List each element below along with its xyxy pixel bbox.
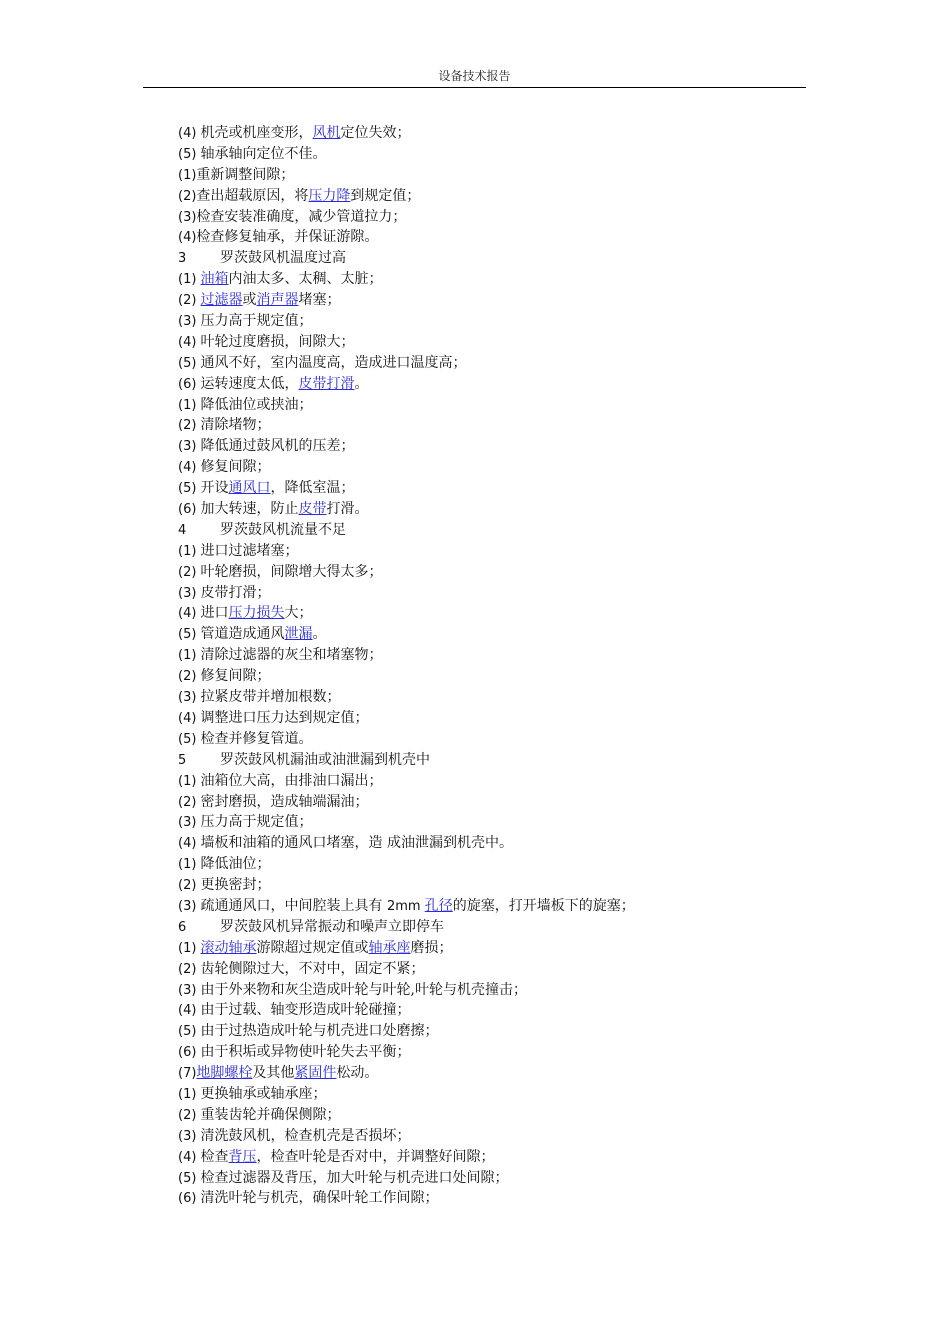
item-number: (5) <box>178 481 201 497</box>
term-link[interactable]: 背压 <box>228 1148 257 1165</box>
item-text: ，降低室温； <box>270 480 355 497</box>
list-item <box>178 624 778 645</box>
item-text: 由于外来物和灰尘造成叶轮与叶轮,叶轮与机壳撞击； <box>200 981 527 998</box>
item-number: (4) <box>178 710 201 726</box>
item-number: 2mm <box>387 898 425 914</box>
item-text: 齿轮侧隙过大，不对中，固定不紧； <box>200 960 425 977</box>
item-text: 到规定值； <box>350 187 421 204</box>
section-heading <box>178 520 778 541</box>
section-number: 3 <box>178 251 187 267</box>
item-text: 游隙超过规定值或 <box>256 939 369 956</box>
item-number: (4) <box>178 126 201 141</box>
term-link[interactable]: 孔径 <box>424 897 453 914</box>
item-text: 修复间隙； <box>200 668 271 685</box>
term-link[interactable]: 压力损失 <box>228 605 285 622</box>
item-text: 进口过滤堵塞； <box>200 542 299 559</box>
item-number: (5) <box>178 355 201 371</box>
document-body <box>178 123 778 1209</box>
item-text: 查出超载原因，将 <box>196 187 309 204</box>
list-item <box>178 395 778 416</box>
list-item <box>178 374 778 395</box>
list-item <box>178 708 778 729</box>
item-number: (2) <box>178 878 201 894</box>
list-item <box>178 290 778 311</box>
item-text: 。 <box>312 626 327 643</box>
section-heading <box>178 750 778 771</box>
item-text: 清洗叶轮与机壳，确保叶轮工作间隙； <box>200 1190 439 1207</box>
item-text: 由于过热造成叶轮与机壳进口处磨擦； <box>200 1023 439 1040</box>
list-item <box>178 980 778 1001</box>
item-text: 重装齿轮并确保侧隙； <box>200 1106 341 1123</box>
list-item <box>178 1168 778 1189</box>
list-item <box>178 562 778 583</box>
item-text: 运转速度太低， <box>200 375 299 392</box>
list-item <box>178 123 778 144</box>
item-text: 加大转速，防止 <box>200 501 299 518</box>
item-number: (5) <box>178 1170 201 1186</box>
item-number: (5) <box>178 146 201 162</box>
header-title: 设备技术报告 <box>438 69 511 83</box>
term-link[interactable]: 紧固件 <box>294 1065 337 1082</box>
item-text: 检查并修复管道。 <box>200 730 313 747</box>
item-number: (4) <box>178 606 201 622</box>
item-number: (6) <box>178 376 201 392</box>
item-text: 定位失效； <box>340 125 411 141</box>
list-item <box>178 959 778 980</box>
item-number: (3) <box>178 690 201 706</box>
item-text: 磨损； <box>410 939 453 956</box>
list-item <box>178 1147 778 1168</box>
item-number: (3) <box>178 898 201 914</box>
term-link[interactable]: 轴承座 <box>368 939 411 956</box>
term-link[interactable]: 皮带 <box>298 501 327 518</box>
section-heading <box>178 917 778 938</box>
item-text: 大； <box>284 605 313 622</box>
item-text: 检查 <box>200 1148 229 1165</box>
item-number: (4) <box>178 1149 201 1165</box>
list-item <box>178 771 778 792</box>
list-item <box>178 603 778 624</box>
section-heading <box>178 248 778 269</box>
item-number: (4) <box>178 836 201 852</box>
list-item <box>178 687 778 708</box>
item-text: 堵塞； <box>298 292 341 309</box>
item-text: 由于过载、轴变形造成叶轮碰撞； <box>200 1002 411 1019</box>
list-item <box>178 353 778 374</box>
list-item <box>178 1063 778 1084</box>
item-number: (1) <box>178 167 197 183</box>
item-text: 检查安装准确度，减少管道拉力； <box>196 208 407 225</box>
term-link[interactable]: 通风口 <box>228 480 271 497</box>
list-item <box>178 875 778 896</box>
item-number: (2) <box>178 961 201 977</box>
item-text: 降低通过鼓风机的压差； <box>200 438 355 455</box>
item-number: (6) <box>178 1191 201 1207</box>
term-link[interactable]: 风机 <box>312 125 341 141</box>
item-number: (2) <box>178 418 201 434</box>
page-header <box>143 66 806 88</box>
item-text: 管道造成通风 <box>200 626 285 643</box>
term-link[interactable]: 皮带打滑 <box>298 375 355 392</box>
item-text: 压力高于规定值； <box>200 814 313 831</box>
item-text: 更换轴承或轴承座； <box>200 1085 327 1102</box>
term-link[interactable]: 地脚螺栓 <box>196 1065 253 1082</box>
list-item <box>178 583 778 604</box>
item-text: 罗茨鼓风机温度过高 <box>220 250 346 267</box>
item-text: 轴承轴向定位不佳。 <box>200 145 327 162</box>
item-number: (4) <box>178 460 201 476</box>
list-item <box>178 436 778 457</box>
list-item <box>178 457 778 478</box>
term-link[interactable]: 过滤器 <box>200 292 243 309</box>
item-text: 及其他 <box>252 1065 295 1082</box>
list-item <box>178 1042 778 1063</box>
term-link[interactable]: 滚动轴承 <box>200 939 257 956</box>
list-item <box>178 311 778 332</box>
item-text: 皮带打滑； <box>200 584 271 601</box>
item-text: 通风不好，室内温度高，造成进口温度高； <box>200 354 467 371</box>
list-item <box>178 1084 778 1105</box>
item-number: (3) <box>178 982 201 998</box>
item-number: (4) <box>178 334 201 350</box>
list-item <box>178 729 778 750</box>
item-number: (3) <box>178 815 201 831</box>
item-number: (2) <box>178 669 201 685</box>
item-number: (2) <box>178 188 197 204</box>
item-text: 由于积垢或异物使叶轮失去平衡； <box>200 1044 411 1061</box>
item-text: 罗茨鼓风机流量不足 <box>220 521 346 538</box>
term-link[interactable]: 压力降 <box>308 187 351 204</box>
item-text: 罗茨鼓风机漏油或油泄漏到机壳中 <box>220 751 430 768</box>
list-item <box>178 938 778 959</box>
list-item <box>178 144 778 165</box>
list-item <box>178 499 778 520</box>
item-number: (3) <box>178 439 201 455</box>
list-item <box>178 165 778 186</box>
item-number: (3) <box>178 209 197 225</box>
term-link[interactable]: 泄漏 <box>284 626 313 643</box>
list-item <box>178 1105 778 1126</box>
list-item <box>178 415 778 436</box>
item-text: 检查过滤器及背压，加大叶轮与机壳进口处间隙； <box>200 1169 509 1186</box>
item-number: (3) <box>178 585 201 601</box>
list-item <box>178 666 778 687</box>
item-number: (1) <box>178 940 201 956</box>
item-number: (5) <box>178 627 201 643</box>
item-number: (7) <box>178 1066 197 1082</box>
list-item <box>178 186 778 207</box>
item-text: 疏通通风口，中间腔装上具有 <box>200 897 387 914</box>
list-item <box>178 478 778 499</box>
item-number: (5) <box>178 731 201 747</box>
item-text: 进口 <box>200 605 229 622</box>
item-text: 密封磨损，造成轴端漏油； <box>200 793 369 810</box>
item-number: (1) <box>178 857 201 873</box>
item-text: 开设 <box>200 480 229 497</box>
list-item <box>178 269 778 290</box>
list-item <box>178 833 778 854</box>
item-text: 检查修复轴承，并保证游隙。 <box>196 229 379 246</box>
item-text: 内油太多、太稠、太脏； <box>228 271 383 288</box>
list-item <box>178 792 778 813</box>
item-number: (1) <box>178 397 201 413</box>
list-item <box>178 1188 778 1209</box>
item-number: (5) <box>178 1024 201 1040</box>
item-number: (3) <box>178 1128 201 1144</box>
item-text: 油箱位大高，由排油口漏出； <box>200 772 383 789</box>
item-text: 清除堵物； <box>200 417 271 434</box>
item-number: (1) <box>178 1086 201 1102</box>
item-text: 打滑。 <box>326 501 369 518</box>
item-text: 清除过滤器的灰尘和堵塞物； <box>200 647 383 664</box>
item-text: ，检查叶轮是否对中，并调整好间隙； <box>256 1148 495 1165</box>
item-text: 。 <box>354 375 369 392</box>
item-number: (6) <box>178 502 201 518</box>
list-item <box>178 896 778 917</box>
item-text: 罗茨鼓风机异常振动和噪声立即停车 <box>220 918 444 935</box>
list-item <box>178 1000 778 1021</box>
section-number: 6 <box>178 919 187 935</box>
item-text: 或 <box>242 292 257 309</box>
term-link[interactable]: 油箱 <box>200 271 229 288</box>
item-text: 调整进口压力达到规定值； <box>200 709 369 726</box>
list-item <box>178 812 778 833</box>
item-number: (2) <box>178 1107 201 1123</box>
item-text: 压力高于规定值； <box>200 313 313 330</box>
item-number: (4) <box>178 1003 201 1019</box>
item-text: 更换密封； <box>200 877 271 894</box>
item-text: 机壳或机座变形， <box>200 125 313 141</box>
item-text: 清洗鼓风机，检查机壳是否损坏； <box>200 1127 411 1144</box>
item-number: (2) <box>178 794 201 810</box>
item-text: 的旋塞，打开墙板下的旋塞； <box>452 897 635 914</box>
item-number: (1) <box>178 773 201 789</box>
section-number: 5 <box>178 752 187 768</box>
item-number: (2) <box>178 564 201 580</box>
list-item <box>178 207 778 228</box>
item-text: 松动。 <box>336 1065 379 1082</box>
list-item <box>178 332 778 353</box>
list-item <box>178 227 778 248</box>
list-item <box>178 1126 778 1147</box>
item-number: (4) <box>178 230 197 246</box>
item-text: 降低油位或挟油； <box>200 396 313 413</box>
item-text: 拉紧皮带并增加根数； <box>200 689 341 706</box>
item-number: (1) <box>178 543 201 559</box>
term-link[interactable]: 消声器 <box>256 292 299 309</box>
item-text: 墙板和油箱的通风口堵塞，造 成油泄漏到机壳中。 <box>200 835 513 852</box>
item-text: 叶轮磨损，间隙增大得太多； <box>200 563 383 580</box>
item-number: (6) <box>178 1045 201 1061</box>
item-number: (2) <box>178 293 201 309</box>
item-text: 降低油位； <box>200 856 271 873</box>
item-text: 修复间隙； <box>200 459 271 476</box>
item-text: 叶轮过度磨损，间隙大； <box>200 333 355 350</box>
item-number: (1) <box>178 272 201 288</box>
list-item <box>178 541 778 562</box>
item-text: 重新调整间隙； <box>196 166 295 183</box>
section-number: 4 <box>178 522 187 538</box>
list-item <box>178 1021 778 1042</box>
list-item <box>178 645 778 666</box>
item-number: (1) <box>178 648 201 664</box>
list-item <box>178 854 778 875</box>
item-number: (3) <box>178 314 201 330</box>
